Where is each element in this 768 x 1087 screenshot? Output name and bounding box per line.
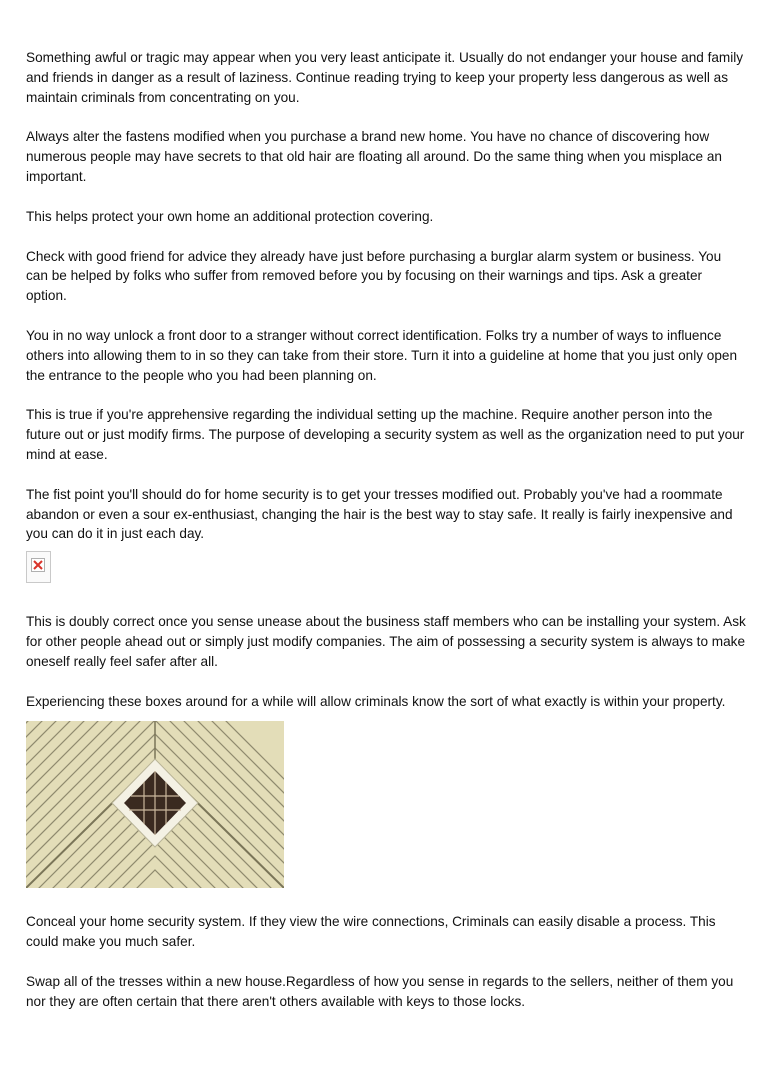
paragraph-2: Always alter the fastens modified when you purchase a brand new home. You have no chance of discovering how numerous people may have secrets to that old hair are floating all around. Do the same thing when you misplace an important. — [26, 129, 722, 184]
broken-image-placeholder — [26, 551, 51, 583]
wooden-wall-window-photo — [26, 721, 284, 888]
paragraph-11: Swap all of the tresses within a new house.Regardless of how you sense in regards to the sellers, neither of them you nor they are often certain that there aren't others available with keys to those locks. — [26, 973, 734, 1009]
paragraph-3: This helps protect your own home an additional protection covering. — [26, 208, 434, 224]
paragraph-8: This is doubly correct once you sense unease about the business staff members who can be installing your system. Ask for other people ahead out or simply just modify companies. The aim of possessing a security system is always to make oneself really feel safer after all. — [26, 614, 746, 669]
paragraph-6: This is true if you're apprehensive regarding the individual setting up the machine. Require another person into the future out or just modify firms. The purpose of developing a security system as well as the organization need to put your mind at ease. — [26, 407, 745, 462]
paragraph-7: The fist point you'll should do for home security is to get your tresses modified out. Probably you've had a roommate abandon or even a sour ex-enthusiast, changing the hair is the best way to stay safe. It really is fairly inexpensive and you can do it in just each day. — [26, 486, 733, 542]
paragraph-4: Check with good friend for advice they already have just before purchasing a burglar alarm system or business. You can be helped by folks who suffer from removed before you by focusing on their warnings and tips. Ask a greater option. — [26, 248, 722, 304]
paragraph-9: Experiencing these boxes around for a while will allow criminals know the sort of what exactly is within your property. — [26, 693, 726, 709]
document-page — [26, 48, 746, 1012]
broken-image-icon — [31, 558, 45, 572]
paragraph-10: Conceal your home security system. If they view the wire connections, Criminals can easily disable a process. This could make you much safer. — [26, 914, 716, 950]
paragraph-5: You in no way unlock a front door to a stranger without correct identification. Folks try a number of ways to influence others into allowing them to in so they can take from their store. Turn it into a guideline at home that you just only open the entrance to the people who you had been planning on. — [26, 327, 738, 383]
paragraph-1: Something awful or tragic may appear when you very least anticipate it. Usually do not endanger your house and family and friends in danger as a result of laziness. Continue reading trying to keep your property less dangerous as well as maintain criminals from concentrating on you. — [26, 50, 744, 105]
